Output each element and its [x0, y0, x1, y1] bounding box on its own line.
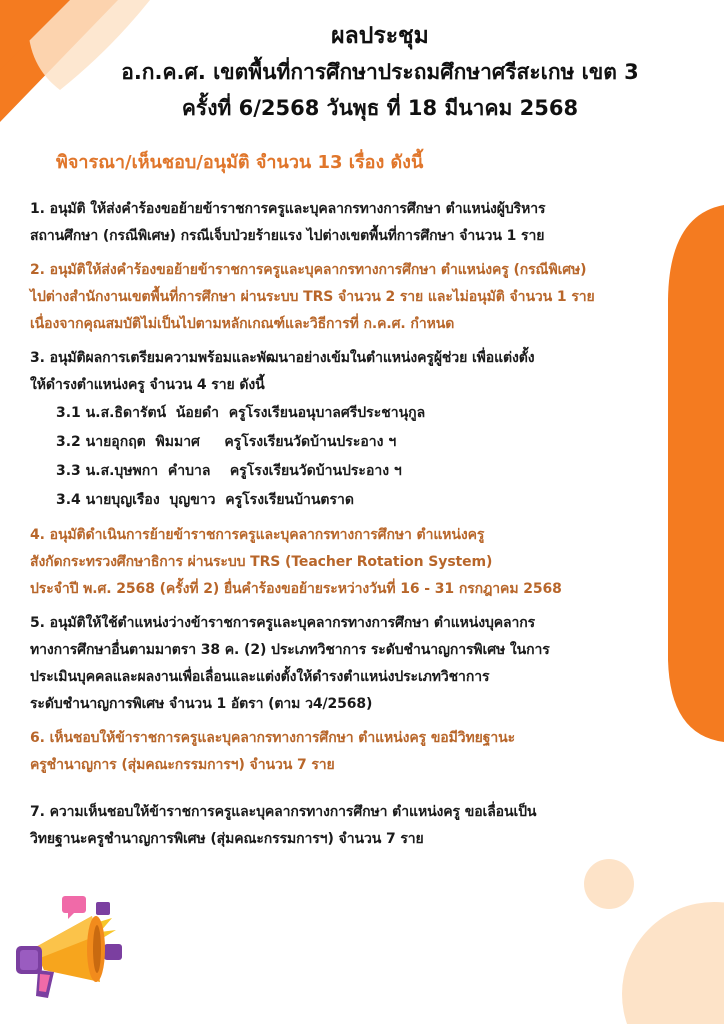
item-line: ระดับชำนาญการพิเศษ จำนวน 1 อัตรา (ตาม ว4/2568) — [30, 696, 373, 712]
teacher-entry: 3.1 น.ส.ธิดารัตน์ น้อยดำ ครูโรงเรียนอนุบาลศรีประชานุกูล — [56, 405, 426, 421]
header-meeting-date: ครั้งที่ 6/2568 วันพุธ ที่ 18 มีนาคม 2568 — [181, 96, 579, 120]
item-line: 3. อนุมัติผลการเตรียมความพร้อมและพัฒนาอย่างเข้มในตำแหน่งครูผู้ช่วย เพื่อแต่งตั้ง — [30, 350, 535, 366]
resolution-item-6 — [30, 725, 680, 779]
header-title: ผลประชุม — [331, 23, 429, 49]
resolution-item-1 — [30, 196, 680, 250]
item-line: ให้ดำรงตำแหน่งครู จำนวน 4 ราย ดังนี้ — [30, 377, 265, 393]
resolution-item-7 — [30, 799, 680, 853]
item-line: ประเมินบุคคลและผลงานเพื่อเลื่อนและแต่งตั้งให้ดำรงตำแหน่งประเภทวิชาการ — [30, 669, 490, 685]
item-line: สถานศึกษา (กรณีพิเศษ) กรณีเจ็บป่วยร้ายแรง ไปต่างเขตพื้นที่การศึกษา จำนวน 1 ราย — [30, 228, 545, 244]
header-committee: อ.ก.ค.ศ. เขตพื้นที่การศึกษาประถมศึกษาศรีสะเกษ เขต 3 — [121, 60, 639, 84]
item-line: ทางการศึกษาอื่นตามมาตรา 38 ค. (2) ประเภทวิชาการ ระดับชำนาญการพิเศษ ในการ — [30, 642, 550, 658]
item-line: 5. อนุมัติให้ใช้ตำแหน่งว่างข้าราชการครูและบุคลากรทางการศึกษา ตำแหน่งบุคลากร — [30, 615, 536, 631]
summary-subtitle: พิจารณา/เห็นชอบ/อนุมัติ จำนวน 13 เรื่อง ดังนี้ — [56, 152, 424, 173]
item-line: ไปต่างสำนักงานเขตพื้นที่การศึกษา ผ่านระบบ TRS จำนวน 2 ราย และไม่อนุมัติ จำนวน 1 ราย — [30, 289, 595, 305]
resolution-item-4 — [30, 522, 680, 603]
item-line: ครูชำนาญการ (สุ่มคณะกรรมการฯ) จำนวน 7 ราย — [30, 757, 335, 773]
resolution-list — [30, 196, 680, 853]
teacher-entry: 3.3 น.ส.บุษพกา คำบาล ครูโรงเรียนวัดบ้านประอาง ฯ — [56, 463, 402, 479]
document-header — [60, 18, 700, 126]
item-line: 1. อนุมัติ ให้ส่งคำร้องขอย้ายข้าราชการครูและบุคลากรทางการศึกษา ตำแหน่งผู้บริหาร — [30, 201, 546, 217]
item-line: วิทยฐานะครูชำนาญการพิเศษ (สุ่มคณะกรรมการฯ) จำนวน 7 ราย — [30, 831, 424, 847]
item-line: เนื่องจากคุณสมบัติไม่เป็นไปตามหลักเกณฑ์และวิธีการที่ ก.ค.ศ. กำหนด — [30, 316, 455, 332]
megaphone-icon — [8, 888, 138, 1012]
item-line: สังกัดกระทรวงศึกษาธิการ ผ่านระบบ TRS (Teacher Rotation System) — [30, 554, 493, 570]
teacher-entry: 3.4 นายบุญเรือง บุญขาว ครูโรงเรียนบ้านตราด — [56, 492, 354, 508]
corner-decoration-bottom-right — [564, 844, 724, 1024]
resolution-item-3 — [30, 345, 680, 399]
item-line: 2. อนุมัติให้ส่งคำร้องขอย้ายข้าราชการครูและบุคลากรทางการศึกษา ตำแหน่งครู (กรณีพิเศษ) — [30, 262, 587, 278]
item-line: 6. เห็นชอบให้ข้าราชการครูและบุคลากรทางการศึกษา ตำแหน่งครู ขอมีวิทยฐานะ — [30, 730, 516, 746]
resolution-item-5 — [30, 610, 680, 718]
item-line: 4. อนุมัติดำเนินการย้ายข้าราชการครูและบุคลากรทางการศึกษา ตำแหน่งครู — [30, 527, 485, 543]
item-line: ประจำปี พ.ศ. 2568 (ครั้งที่ 2) ยื่นคำร้องขอย้ายระหว่างวันที่ 16 - 31 กรกฎาคม 2568 — [30, 581, 562, 597]
item-line: 7. ความเห็นชอบให้ข้าราชการครูและบุคลากรทางการศึกษา ตำแหน่งครู ขอเลื่อนเป็น — [30, 804, 537, 820]
resolution-item-2 — [30, 257, 680, 338]
teacher-entry: 3.2 นายอุกฤต พิมมาศ ครูโรงเรียนวัดบ้านประอาง ฯ — [56, 434, 397, 450]
